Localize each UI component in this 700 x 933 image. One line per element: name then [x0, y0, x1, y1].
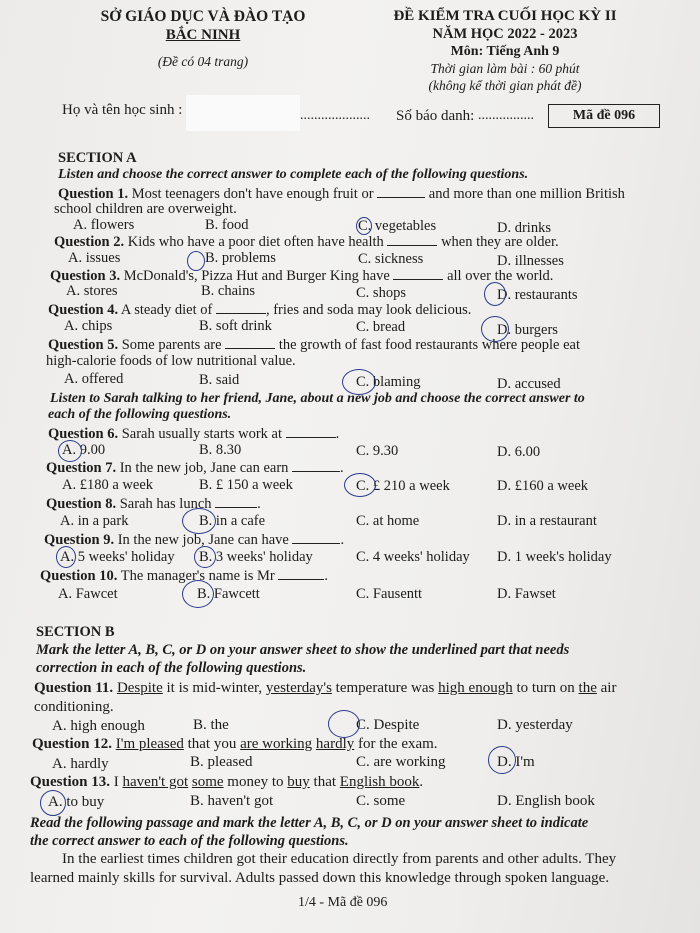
question-label: Question 8. — [46, 496, 117, 512]
q7-option-d: D. £160 a week — [497, 478, 589, 494]
q5-option-c: C. blaming — [356, 374, 421, 390]
section-a-title: SECTION A — [58, 150, 137, 166]
question-text: temperature — [335, 680, 408, 696]
q5-option-d: D. accused — [497, 376, 561, 392]
underlined-word: English book — [339, 774, 420, 790]
answer-blank — [225, 336, 275, 349]
question-10: Question 10. The manager's name is Mr . — [40, 568, 328, 584]
q12-option-c: C. are working — [356, 754, 446, 770]
question-label: Question 5. — [48, 337, 119, 353]
question-2 — [54, 233, 559, 251]
question-text: In the new job, Jane can earn — [119, 460, 289, 476]
question-label: Question 9. — [44, 532, 115, 548]
question-text: Sarah usually starts work at — [121, 426, 282, 442]
q4-option-a: A. chips — [64, 318, 113, 334]
q5-option-a: A. offered — [64, 371, 124, 387]
q10-option-d: D. Fawset — [497, 586, 556, 602]
q3-option-a: A. stores — [66, 283, 118, 299]
passage-line-2: learned mainly skills for survival. Adults passed down this knowledge through spoken language. — [30, 870, 610, 886]
question-text: Kids who have a poor diet often have health — [127, 234, 384, 250]
question-5-cont: high-calorie foods of low nutritional value. — [46, 353, 296, 369]
underlined-word: yesterday's — [265, 680, 332, 696]
question-13 — [30, 774, 423, 791]
passage-line-1: In the earliest times children got their education directly from parents and other adults. They — [62, 851, 617, 867]
q9-option-b: B. 3 weeks' holiday — [199, 549, 313, 565]
answer-blank — [216, 301, 266, 314]
exam-title: ĐỀ KIỂM TRA CUỐI HỌC KỲ II — [393, 8, 617, 24]
page-footer: 1/4 - Mã đề 096 — [298, 895, 388, 910]
q12-option-d: D. I'm — [497, 754, 535, 770]
q13-option-d: D. English book — [497, 793, 595, 809]
underlined-word: some — [191, 774, 224, 790]
q13-option-c: C. some — [356, 793, 406, 809]
q1-option-b: B. food — [205, 217, 249, 233]
question-7: Question 7. In the new job, Jane can earn . — [46, 460, 344, 476]
question-text: McDonald's, Pizza Hut and Burger King have — [123, 268, 390, 284]
question-4 — [48, 301, 471, 319]
q2-option-a: A. issues — [68, 250, 121, 266]
underlined-word: high enough — [438, 680, 513, 696]
reading-instruction-1: Read the following passage and mark the letter A, B, C, or D on your answer sheet to indicate — [30, 815, 589, 831]
question-label: Question 6. — [48, 426, 119, 442]
question-8: Question 8. Sarah has lunch . — [46, 496, 261, 512]
answer-blank — [377, 185, 425, 198]
section-b-title: SECTION B — [36, 624, 115, 640]
province-name: BẮC NINH — [165, 27, 241, 43]
page-count-note: (Đề có 04 trang) — [157, 54, 249, 69]
question-text: Sarah has lunch — [119, 496, 212, 512]
underlined-word: haven't got — [122, 774, 189, 790]
question-text: Most teenagers don't have enough fruit or — [131, 186, 374, 202]
question-5 — [48, 336, 580, 354]
question-label: Question 3. — [50, 268, 121, 284]
q6-option-a: A. 9.00 — [62, 442, 106, 458]
question-text: that you — [187, 736, 237, 752]
question-text: was — [411, 680, 435, 696]
question-label: Question 7. — [46, 460, 117, 476]
q5-option-b: B. said — [199, 372, 240, 388]
student-id-dots: ................ — [478, 108, 534, 123]
underlined-word: are working — [240, 736, 313, 752]
question-11 — [34, 680, 616, 697]
q12-option-b: B. pleased — [190, 754, 253, 770]
q1-option-a: A. flowers — [73, 217, 135, 233]
q1-option-c: C. vegetables — [358, 218, 437, 234]
question-text: to turn on — [516, 680, 575, 696]
section-b-instruction-1: Mark the letter A, B, C, or D on your answer sheet to show the underlined part that needs — [36, 642, 570, 658]
answer-blank — [393, 267, 443, 280]
q8-option-b: B. in a cafe — [199, 513, 266, 529]
question-text: . — [419, 774, 424, 790]
q4-option-d: D. burgers — [497, 322, 558, 338]
question-text: the growth of fast food restaurants where people eat — [278, 337, 580, 353]
answer-blank — [292, 531, 340, 544]
q3-option-c: C. shops — [356, 285, 406, 301]
exam-code: Mã đề 096 — [572, 108, 636, 123]
q2-option-b: B. problems — [205, 250, 276, 266]
q7-option-a: A. £180 a week — [62, 477, 154, 493]
q10-option-a: A. Fawcet — [58, 586, 118, 602]
listening-instruction-line-1: Listen to Sarah talking to her friend, Jane, about a new job and choose the correct answer to — [50, 391, 585, 406]
question-text: air — [600, 680, 617, 696]
q11-option-b: B. the — [193, 717, 229, 733]
answer-blank — [387, 233, 437, 246]
question-text: I — [113, 774, 119, 790]
q4-option-c: C. bread — [356, 319, 406, 335]
q13-option-a: A. to buy — [48, 794, 105, 810]
subject: Môn: Tiếng Anh 9 — [450, 44, 560, 59]
question-12 — [32, 736, 438, 753]
time-limit: Thời gian làm bài : 60 phút — [430, 61, 580, 76]
q6-option-b: B. 8.30 — [199, 442, 242, 458]
q2-option-c: C. sickness — [358, 251, 424, 267]
student-name-dots: .................... — [300, 108, 370, 123]
underlined-word: I'm pleased — [115, 736, 184, 752]
question-label: Question 10. — [40, 568, 118, 584]
answer-blank — [278, 567, 324, 580]
q4-option-b: B. soft drink — [199, 318, 272, 334]
question-label: Question 13. — [30, 774, 111, 790]
department-name: SỞ GIÁO DỤC VÀ ĐÀO TẠO — [100, 8, 306, 25]
q8-option-a: A. in a park — [60, 513, 129, 529]
question-text: when they are older. — [441, 234, 559, 250]
listening-instruction-line-2: each of the following questions. — [48, 407, 232, 422]
header-right — [345, 8, 665, 94]
question-text: In the new job, Jane can have — [117, 532, 289, 548]
q10-option-c: C. Fausentt — [356, 586, 423, 602]
student-name-label: Họ và tên học sinh : — [62, 102, 183, 118]
question-text: The manager's name is Mr — [120, 568, 275, 584]
question-1-cont: school children are overweight. — [54, 201, 237, 217]
question-9: Question 9. In the new job, Jane can have . — [44, 532, 345, 548]
question-text: all over the world. — [447, 268, 554, 284]
question-text: that — [313, 774, 337, 790]
school-year: NĂM HỌC 2022 - 2023 — [432, 26, 578, 42]
q8-option-c: C. at home — [356, 513, 420, 529]
section-b-instruction-2: correction in each of the following questions. — [36, 660, 307, 676]
q11-option-d: D. yesterday — [497, 717, 573, 733]
question-text: for the exam. — [358, 736, 438, 752]
question-text: Some parents are — [121, 337, 222, 353]
q12-option-a: A. hardly — [52, 756, 109, 772]
q9-option-a: A. 5 weeks' holiday — [60, 549, 175, 565]
q3-option-b: B. chains — [201, 283, 255, 299]
answer-blank — [286, 425, 336, 438]
exam-code-box — [548, 104, 660, 128]
question-label: Question 12. — [32, 736, 113, 752]
question-6: Question 6. Sarah usually starts work at . — [48, 426, 340, 442]
redacted-name — [186, 95, 300, 131]
q7-option-c: C. £ 210 a week — [356, 478, 450, 494]
q9-option-d: D. 1 week's holiday — [497, 549, 612, 565]
header-left — [88, 8, 318, 70]
question-3 — [50, 267, 553, 285]
question-text: and more than one million British — [428, 186, 625, 202]
underlined-word: buy — [287, 774, 310, 790]
q6-option-d: D. 6.00 — [497, 444, 541, 460]
reading-instruction-2: the correct answer to each of the following questions. — [30, 833, 349, 849]
answer-blank — [215, 495, 257, 508]
question-text: A steady diet of — [120, 302, 213, 318]
q11-option-a: A. high enough — [52, 718, 145, 734]
q13-option-b: B. haven't got — [190, 793, 274, 809]
question-label: Question 1. — [58, 186, 129, 202]
q11-option-c: C. Despite — [356, 717, 420, 733]
q7-option-b: B. £ 150 a week — [199, 477, 293, 493]
q3-option-d: D. restaurants — [497, 287, 578, 303]
question-text: it is mid-winter, — [166, 680, 263, 696]
q10-option-b: B. Fawcett — [197, 586, 260, 602]
question-label: Question 11. — [34, 680, 114, 696]
question-11-cont: conditioning. — [34, 699, 114, 715]
question-label: Question 4. — [48, 302, 119, 318]
answer-blank — [292, 459, 340, 472]
q6-option-c: C. 9.30 — [356, 443, 399, 459]
q9-option-c: C. 4 weeks' holiday — [356, 549, 470, 565]
underlined-word: the — [578, 680, 597, 696]
question-label: Question 2. — [54, 234, 125, 250]
time-note: (không kể thời gian phát đề) — [428, 78, 582, 93]
question-text: money to — [227, 774, 284, 790]
q2-option-d: D. illnesses — [497, 253, 564, 269]
section-a-instruction: Listen and choose the correct answer to complete each of the following questions. — [58, 167, 529, 182]
underlined-word: hardly — [315, 736, 355, 752]
student-id-label: Số báo danh: — [396, 108, 475, 124]
q1-option-d: D. drinks — [497, 220, 551, 236]
underlined-word: Despite — [116, 680, 163, 696]
question-text: , fries and soda may look delicious. — [265, 302, 472, 318]
q8-option-d: D. in a restaurant — [497, 513, 597, 529]
